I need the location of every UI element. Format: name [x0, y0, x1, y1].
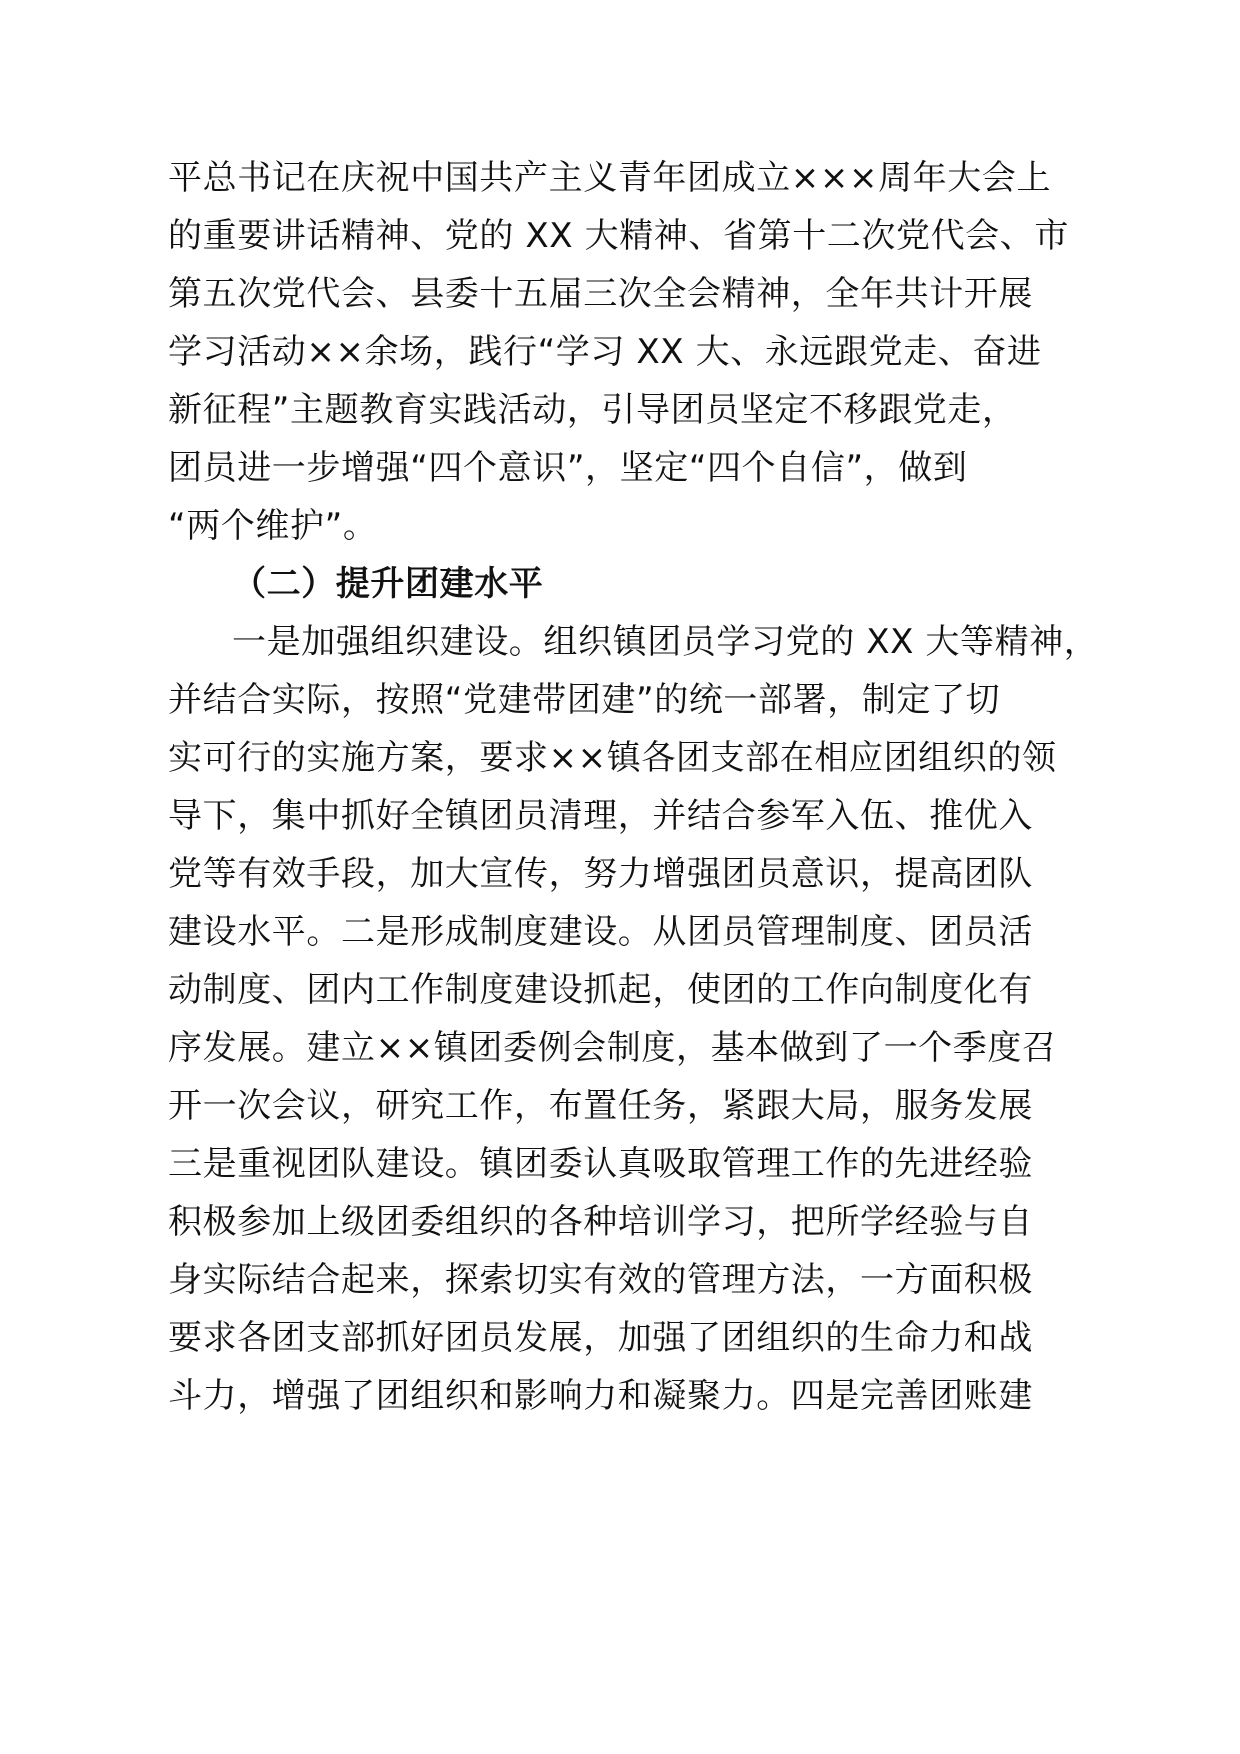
text-line: 一是加强组织建设。组织镇团员学习党的 XX 大等精神， [232, 622, 1099, 662]
text-line: 三是重视团队建设。镇团委认真吸取管理工作的先进经验 [168, 1144, 1033, 1184]
text-line: 党等有效手段，加大宣传，努力增强团员意识，提高团队 [168, 854, 1033, 894]
text-line: 斗力，增强了团组织和影响力和凝聚力。四是完善团账建 [168, 1376, 1033, 1416]
text-line: “两个维护”。 [168, 506, 378, 546]
text-line: 动制度、团内工作制度建设抓起，使团的工作向制度化有 [168, 970, 1033, 1010]
text-line: 新征程”主题教育实践活动，引导团员坚定不移跟党走， [168, 390, 1017, 430]
text-line: 并结合实际，按照“党建带团建”的统一部署，制定了切 [168, 680, 1001, 720]
text-line: 团员进一步增强“四个意识”，坚定“四个自信”，做到 [168, 448, 968, 488]
text-line: 积极参加上级团委组织的各种培训学习，把所学经验与自 [168, 1202, 1033, 1242]
text-line: 要求各团支部抓好团员发展，加强了团组织的生命力和战 [168, 1318, 1033, 1358]
text-line: 开一次会议，研究工作，布置任务，紧跟大局，服务发展 [168, 1086, 1033, 1126]
section-heading: （二）提升团建水平 [232, 564, 544, 604]
text-line: 导下，集中抓好全镇团员清理，并结合参军入伍、推优入 [168, 796, 1033, 836]
text-line: 平总书记在庆祝中国共产主义青年团成立×××周年大会上 [168, 158, 1052, 198]
text-line: 学习活动××余场，践行“学习 XX 大、永远跟党走、奋进 [168, 332, 1042, 372]
text-line: 实可行的实施方案，要求××镇各团支部在相应团组织的领 [168, 738, 1057, 778]
text-line: 身实际结合起来，探索切实有效的管理方法，一方面积极 [168, 1260, 1033, 1300]
text-line: 建设水平。二是形成制度建设。从团员管理制度、团员活 [168, 912, 1033, 952]
text-line: 第五次党代会、县委十五届三次全会精神，全年共计开展 [168, 274, 1033, 314]
text-line: 的重要讲话精神、党的 XX 大精神、省第十二次党代会、市 [168, 216, 1069, 256]
text-line: 序发展。建立××镇团委例会制度，基本做到了一个季度召 [168, 1028, 1057, 1068]
